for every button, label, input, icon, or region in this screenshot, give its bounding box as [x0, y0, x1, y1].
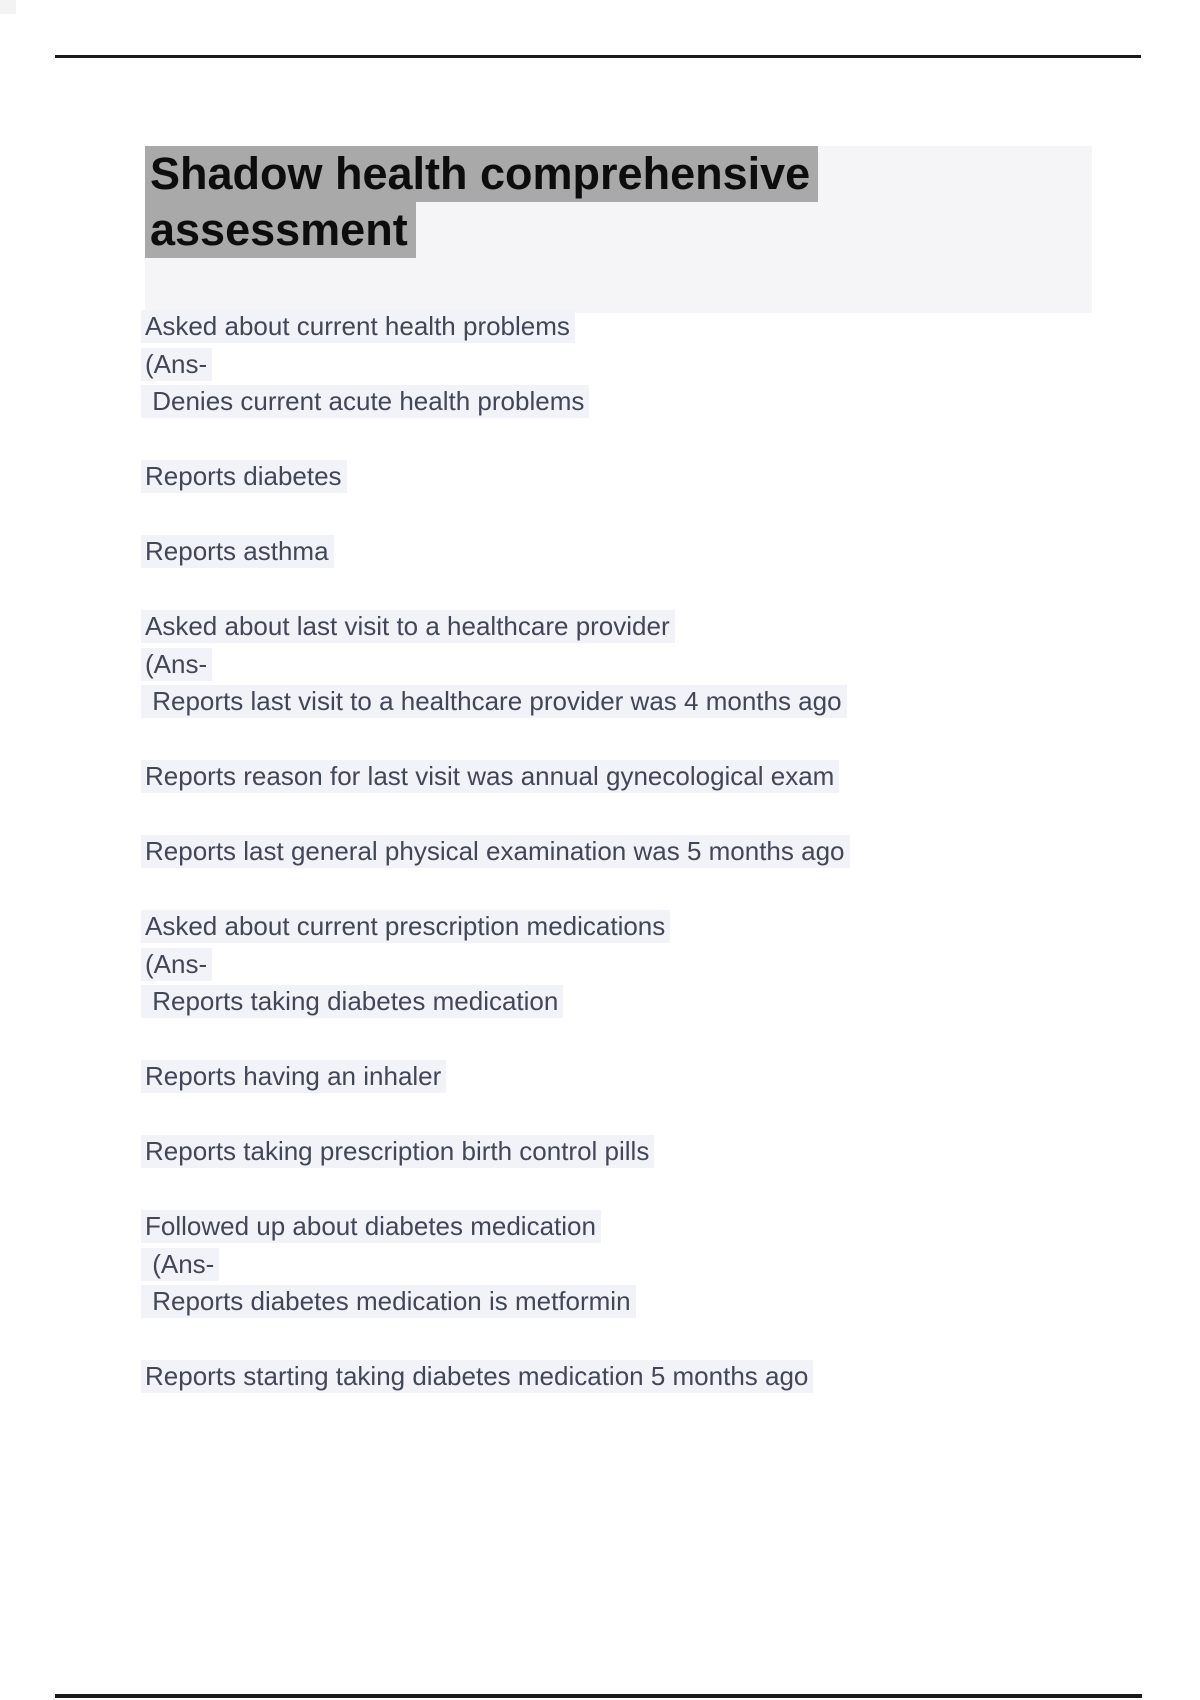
qa-block	[145, 308, 1135, 421]
note-line	[145, 346, 1135, 384]
notes-body	[145, 308, 1135, 1433]
page-title	[145, 146, 1092, 258]
highlighted-text: Reports diabetes medication is metformin	[141, 1285, 636, 1318]
note-line	[145, 1358, 1135, 1396]
top-horizontal-rule	[55, 55, 1141, 58]
scan-corner-artifact	[0, 0, 16, 14]
qa-block	[145, 533, 1135, 571]
bottom-horizontal-rule	[55, 1694, 1142, 1698]
note-line	[145, 533, 1135, 571]
highlighted-text: Asked about current prescription medications	[141, 910, 670, 943]
qa-block	[145, 833, 1135, 871]
note-line	[145, 833, 1135, 871]
highlighted-text: Reports having an inhaler	[141, 1060, 446, 1093]
page-title-line-1: Shadow health comprehensive	[145, 146, 818, 202]
highlighted-text: Asked about last visit to a healthcare provider	[141, 610, 675, 643]
qa-block	[145, 908, 1135, 1021]
note-line	[145, 1246, 1135, 1284]
note-line	[145, 983, 1135, 1021]
qa-block	[145, 1133, 1135, 1171]
note-line	[145, 646, 1135, 684]
qa-block	[145, 758, 1135, 796]
note-line	[145, 1283, 1135, 1321]
highlighted-text: Followed up about diabetes medication	[141, 1210, 601, 1243]
qa-block	[145, 1358, 1135, 1396]
note-line	[145, 1133, 1135, 1171]
highlighted-text: Reports last visit to a healthcare provider was 4 months ago	[141, 685, 847, 718]
highlighted-text: Reports asthma	[141, 535, 334, 568]
note-line	[145, 308, 1135, 346]
highlighted-text: (Ans-	[141, 948, 212, 981]
qa-block	[145, 458, 1135, 496]
highlighted-text: Reports starting taking diabetes medication 5 months ago	[141, 1360, 813, 1393]
note-line	[145, 383, 1135, 421]
qa-block	[145, 1208, 1135, 1321]
page-title-line-2: assessment	[145, 202, 416, 258]
highlighted-text: (Ans-	[141, 1248, 219, 1281]
highlighted-text: Denies current acute health problems	[141, 385, 589, 418]
qa-block	[145, 1058, 1135, 1096]
highlighted-text: Reports reason for last visit was annual gynecological exam	[141, 760, 839, 793]
note-line	[145, 908, 1135, 946]
highlighted-text: (Ans-	[141, 348, 212, 381]
note-line	[145, 1058, 1135, 1096]
note-line	[145, 683, 1135, 721]
qa-block	[145, 608, 1135, 721]
note-line	[145, 946, 1135, 984]
note-line	[145, 758, 1135, 796]
note-line	[145, 608, 1135, 646]
note-line	[145, 1208, 1135, 1246]
highlighted-text: (Ans-	[141, 648, 212, 681]
highlighted-text: Reports last general physical examination was 5 months ago	[141, 835, 850, 868]
highlighted-text: Reports taking diabetes medication	[141, 985, 563, 1018]
highlighted-text: Asked about current health problems	[141, 310, 575, 343]
highlighted-text: Reports taking prescription birth control pills	[141, 1135, 654, 1168]
title-block	[145, 146, 1092, 313]
note-line	[145, 458, 1135, 496]
highlighted-text: Reports diabetes	[141, 460, 347, 493]
